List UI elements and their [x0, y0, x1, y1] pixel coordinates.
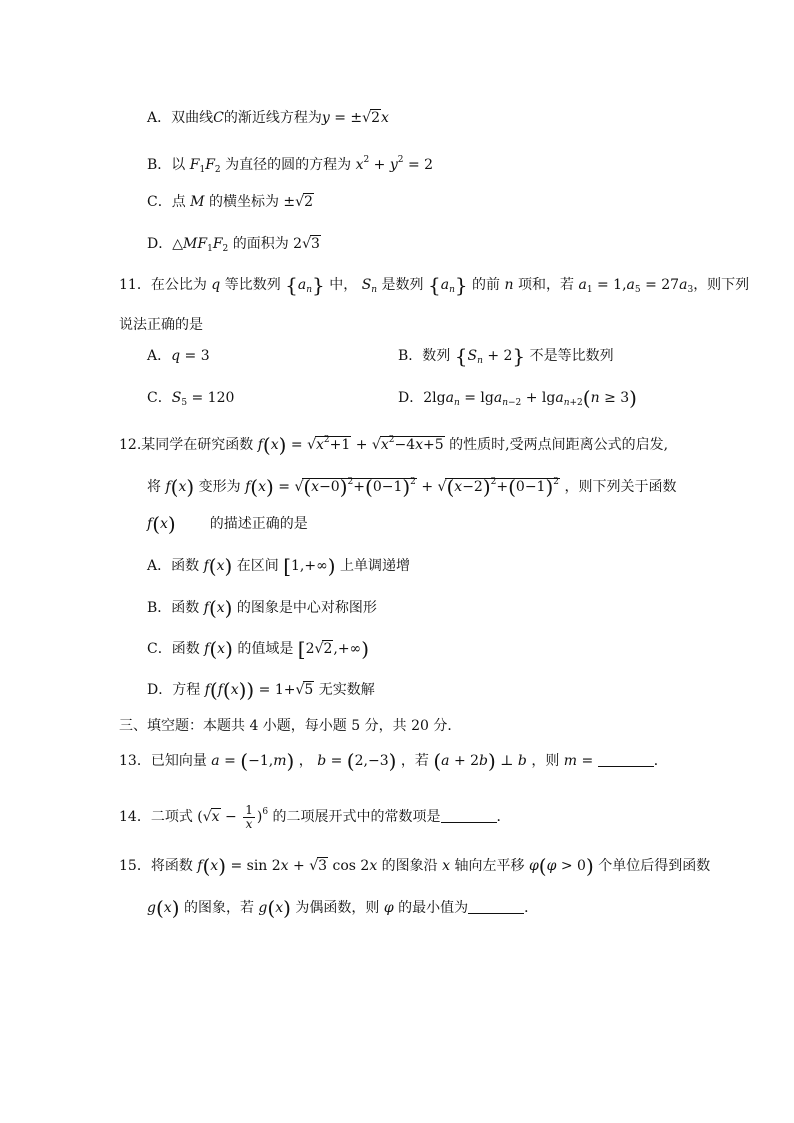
q13: 13．已知向量 a = (−1,m) ， b = (2,−3) ，若 (a + 2b) ⊥ b ，则 m = ． — [119, 749, 668, 773]
q11-option-a: A．q = 3 — [147, 348, 210, 364]
q11-option-b: B．数列 $\{S_n + 2\}$ 不是等比数列 — [398, 344, 614, 368]
option-label: B． — [147, 600, 172, 616]
question-number: 13． — [119, 753, 151, 769]
q10-option-b: B．以 $F_1F_2$ 为直径的圆的方程为 $x^2 + y^2 = 2$ — [147, 155, 434, 175]
option-label: A． — [147, 558, 172, 574]
q10-option-a: A．双曲线C的渐近线方程为y = ±√2x — [147, 110, 389, 126]
option-label: A． — [147, 348, 172, 364]
q11-stem-line2: 说法正确的是 — [119, 317, 203, 333]
q11-option-c: C．$S_5 = 120$ — [147, 390, 235, 408]
q15-line2: g(x) 的图象，若 g(x) 为偶函数，则 φ 的最小值为 ． — [147, 896, 539, 920]
question-number: 14． — [119, 809, 151, 825]
q12-option-d: D．方程 f(f(x)) = 1+√5 无实数解 — [147, 678, 375, 702]
section-heading: 三、填空题：本题共 4 小题，每小题 5 分，共 20 分． — [119, 718, 462, 734]
question-number: 15． — [119, 858, 151, 874]
option-label: C． — [147, 194, 172, 210]
q10-option-d: D．$\triangle MF_1F_2$ 的面积为 2√3 — [147, 236, 320, 254]
question-number: 12. — [119, 437, 142, 453]
option-label: C． — [147, 641, 172, 657]
question-number: 11． — [119, 277, 151, 293]
q12-option-c: C．函数 f(x) 的值域是 [2√2,+∞) — [147, 637, 370, 661]
option-label: D． — [398, 390, 424, 406]
answer-blank[interactable] — [468, 899, 524, 914]
answer-blank[interactable] — [441, 808, 497, 823]
option-label: C． — [147, 390, 172, 406]
q15-line1: 15．将函数 f(x) = sin 2x + √3 cos 2x 的图象沿 x 轴向左平移 φ(φ > 0) 个单位后得到函数 — [119, 854, 711, 878]
q12-stem-line2: 将 f(x) 变形为 $f(x) = √(x-0)^2+(0-1)^2 + √(x-2)^2+(0-1)^2$ ，则下列关于函数 — [147, 475, 677, 499]
q14: 14．二项式 (√x − $\frac{1}{x}$ )$^6$ 的二项展开式中的常数项是 ． — [119, 802, 511, 831]
option-label: D． — [147, 236, 173, 252]
q12-option-a: A．函数 f(x) 在区间 [1,+∞) 上单调递增 — [147, 554, 411, 578]
answer-blank[interactable] — [598, 752, 654, 767]
option-label: D． — [147, 682, 173, 698]
q12-stem-line1: 12.某同学在研究函数 $f(x) = √x^2+1 + √x^2-4x+5$ 的性质时,受两点间距离公式的启发, — [119, 433, 669, 457]
option-label: B． — [147, 157, 172, 173]
option-label: B． — [398, 348, 423, 364]
q11-stem-line1: 11．在公比为 q 等比数列 $\{a_n\}$ 中， $S_n$ 是数列 $\{a_n\}$ 的前 n 项和，若 $a_1 = 1,a_5 = 27a_3$，则下列 — [119, 273, 750, 297]
q12-stem-line3: f(x) 的描述正确的是 — [147, 512, 308, 536]
option-label: A． — [147, 110, 172, 126]
q12-option-b: B．函数 f(x) 的图象是中心对称图形 — [147, 596, 377, 620]
q10-option-c: C．点 M 的横坐标为 ±√2 — [147, 194, 313, 210]
q11-option-d: D．2lga$_n$ = lga$_{n-2}$ + lga$_{n+2}$(n ≥ 3) — [398, 386, 637, 410]
